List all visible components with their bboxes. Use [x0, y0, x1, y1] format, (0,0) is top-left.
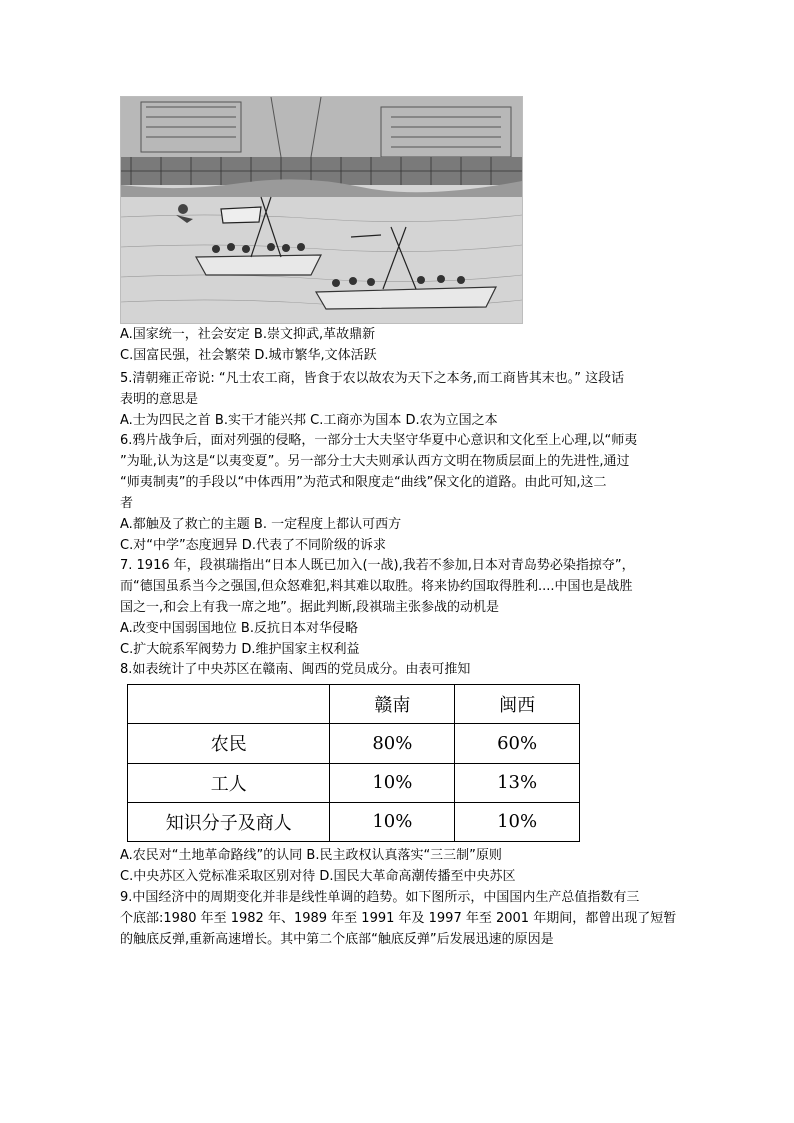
question-6: [120, 430, 680, 556]
question-8-options: [120, 845, 680, 887]
question-line: ”为耻,认为这是“以夷变夏”。另一部分士大夫则承认西方文明在物质层面上的先进性,通过: [120, 454, 630, 469]
question-line: 5.清朝雍正帝说: “凡士农工商，皆食于农以故农为天下之本务,而工商皆其末也。” 这段话: [120, 371, 625, 386]
option-line: A.国家统一，社会安定 B.崇文抑武,革故鼎新: [120, 327, 376, 342]
question-line: 6.鸦片战争后，面对列强的侵略，一部分士大夫坚守华夏中心意识和文化至上心理,以“师夷: [120, 433, 638, 448]
table-cell: 60%: [455, 724, 580, 763]
table-cell: 10%: [330, 802, 455, 841]
question-line: 而“德国虽系当今之强国,但众怒难犯,料其难以取胜。将来协约国取得胜利....中国也是战胜: [120, 579, 633, 594]
boat-race-painting-image: [121, 97, 522, 323]
table-cell: 10%: [455, 802, 580, 841]
table-header-cell: [128, 685, 330, 724]
question-7: [120, 555, 680, 660]
painting-illustration: [120, 96, 523, 324]
question-4-options: [120, 324, 680, 366]
question-8-stem: [120, 659, 680, 680]
table-row: [128, 802, 580, 841]
option-line: A.改变中国弱国地位 B.反抗日本对华侵略: [120, 621, 358, 636]
option-line: C.国富民强，社会繁荣 D.城市繁华,文体活跃: [120, 348, 377, 363]
table-header-cell: 闽西: [455, 685, 580, 724]
option-line: C.对“中学”态度迥异 D.代表了不同阶级的诉求: [120, 538, 386, 553]
option-line: A.士为四民之首 B.实干才能兴邦 C.工商亦为国本 D.农为立国之本: [120, 413, 498, 428]
question-line: 个底部:1980 年至 1982 年、1989 年至 1991 年及 1997 年至 2001 年期间，都曾出现了短暂: [120, 911, 677, 926]
question-line: “师夷制夷”的手段以“中体西用”为范式和限度走“曲线”保文化的道路。由此可知,这二: [120, 475, 607, 490]
table-row: [128, 724, 580, 763]
table-cell: 13%: [455, 763, 580, 802]
table-cell: 工人: [128, 763, 330, 802]
question-line: 者: [120, 496, 134, 511]
question-9: [120, 887, 680, 950]
option-line: A.农民对“土地革命路线”的认同 B.民主政权认真落实“三三制”原则: [120, 848, 502, 863]
option-line: C.扩大皖系军阀势力 D.维护国家主权利益: [120, 642, 360, 657]
question-line: 8.如表统计了中央苏区在赣南、闽西的党员成分。由表可推知: [120, 662, 471, 677]
table-header-row: [128, 685, 580, 724]
question-line: 9.中国经济中的周期变化并非是线性单调的趋势。如下图所示，中国国内生产总值指数有三: [120, 890, 640, 905]
question-line: 7. 1916 年，段祺瑞指出“日本人既已加入(一战),我若不参加,日本对青岛势必染指掠夺”，: [120, 558, 635, 573]
question-line: 表明的意思是: [120, 392, 199, 407]
option-line: A.都触及了救亡的主题 B. 一定程度上都认可西方: [120, 517, 402, 532]
table-cell: 80%: [330, 724, 455, 763]
table-cell: 农民: [128, 724, 330, 763]
table-header-cell: 赣南: [330, 685, 455, 724]
table-row: [128, 763, 580, 802]
question-5: [120, 368, 680, 431]
question-line: 国之一,和会上有我一席之地”。据此判断,段祺瑞主张参战的动机是: [120, 600, 499, 615]
option-line: C.中央苏区入党标准采取区别对待 D.国民大革命高潮传播至中央苏区: [120, 869, 516, 884]
table-cell: 10%: [330, 763, 455, 802]
question-line: 的触底反弹,重新高速增长。其中第二个底部“触底反弹”后发展迅速的原因是: [120, 932, 554, 947]
party-member-composition-table: [127, 684, 580, 842]
table-cell: 知识分子及商人: [128, 802, 330, 841]
